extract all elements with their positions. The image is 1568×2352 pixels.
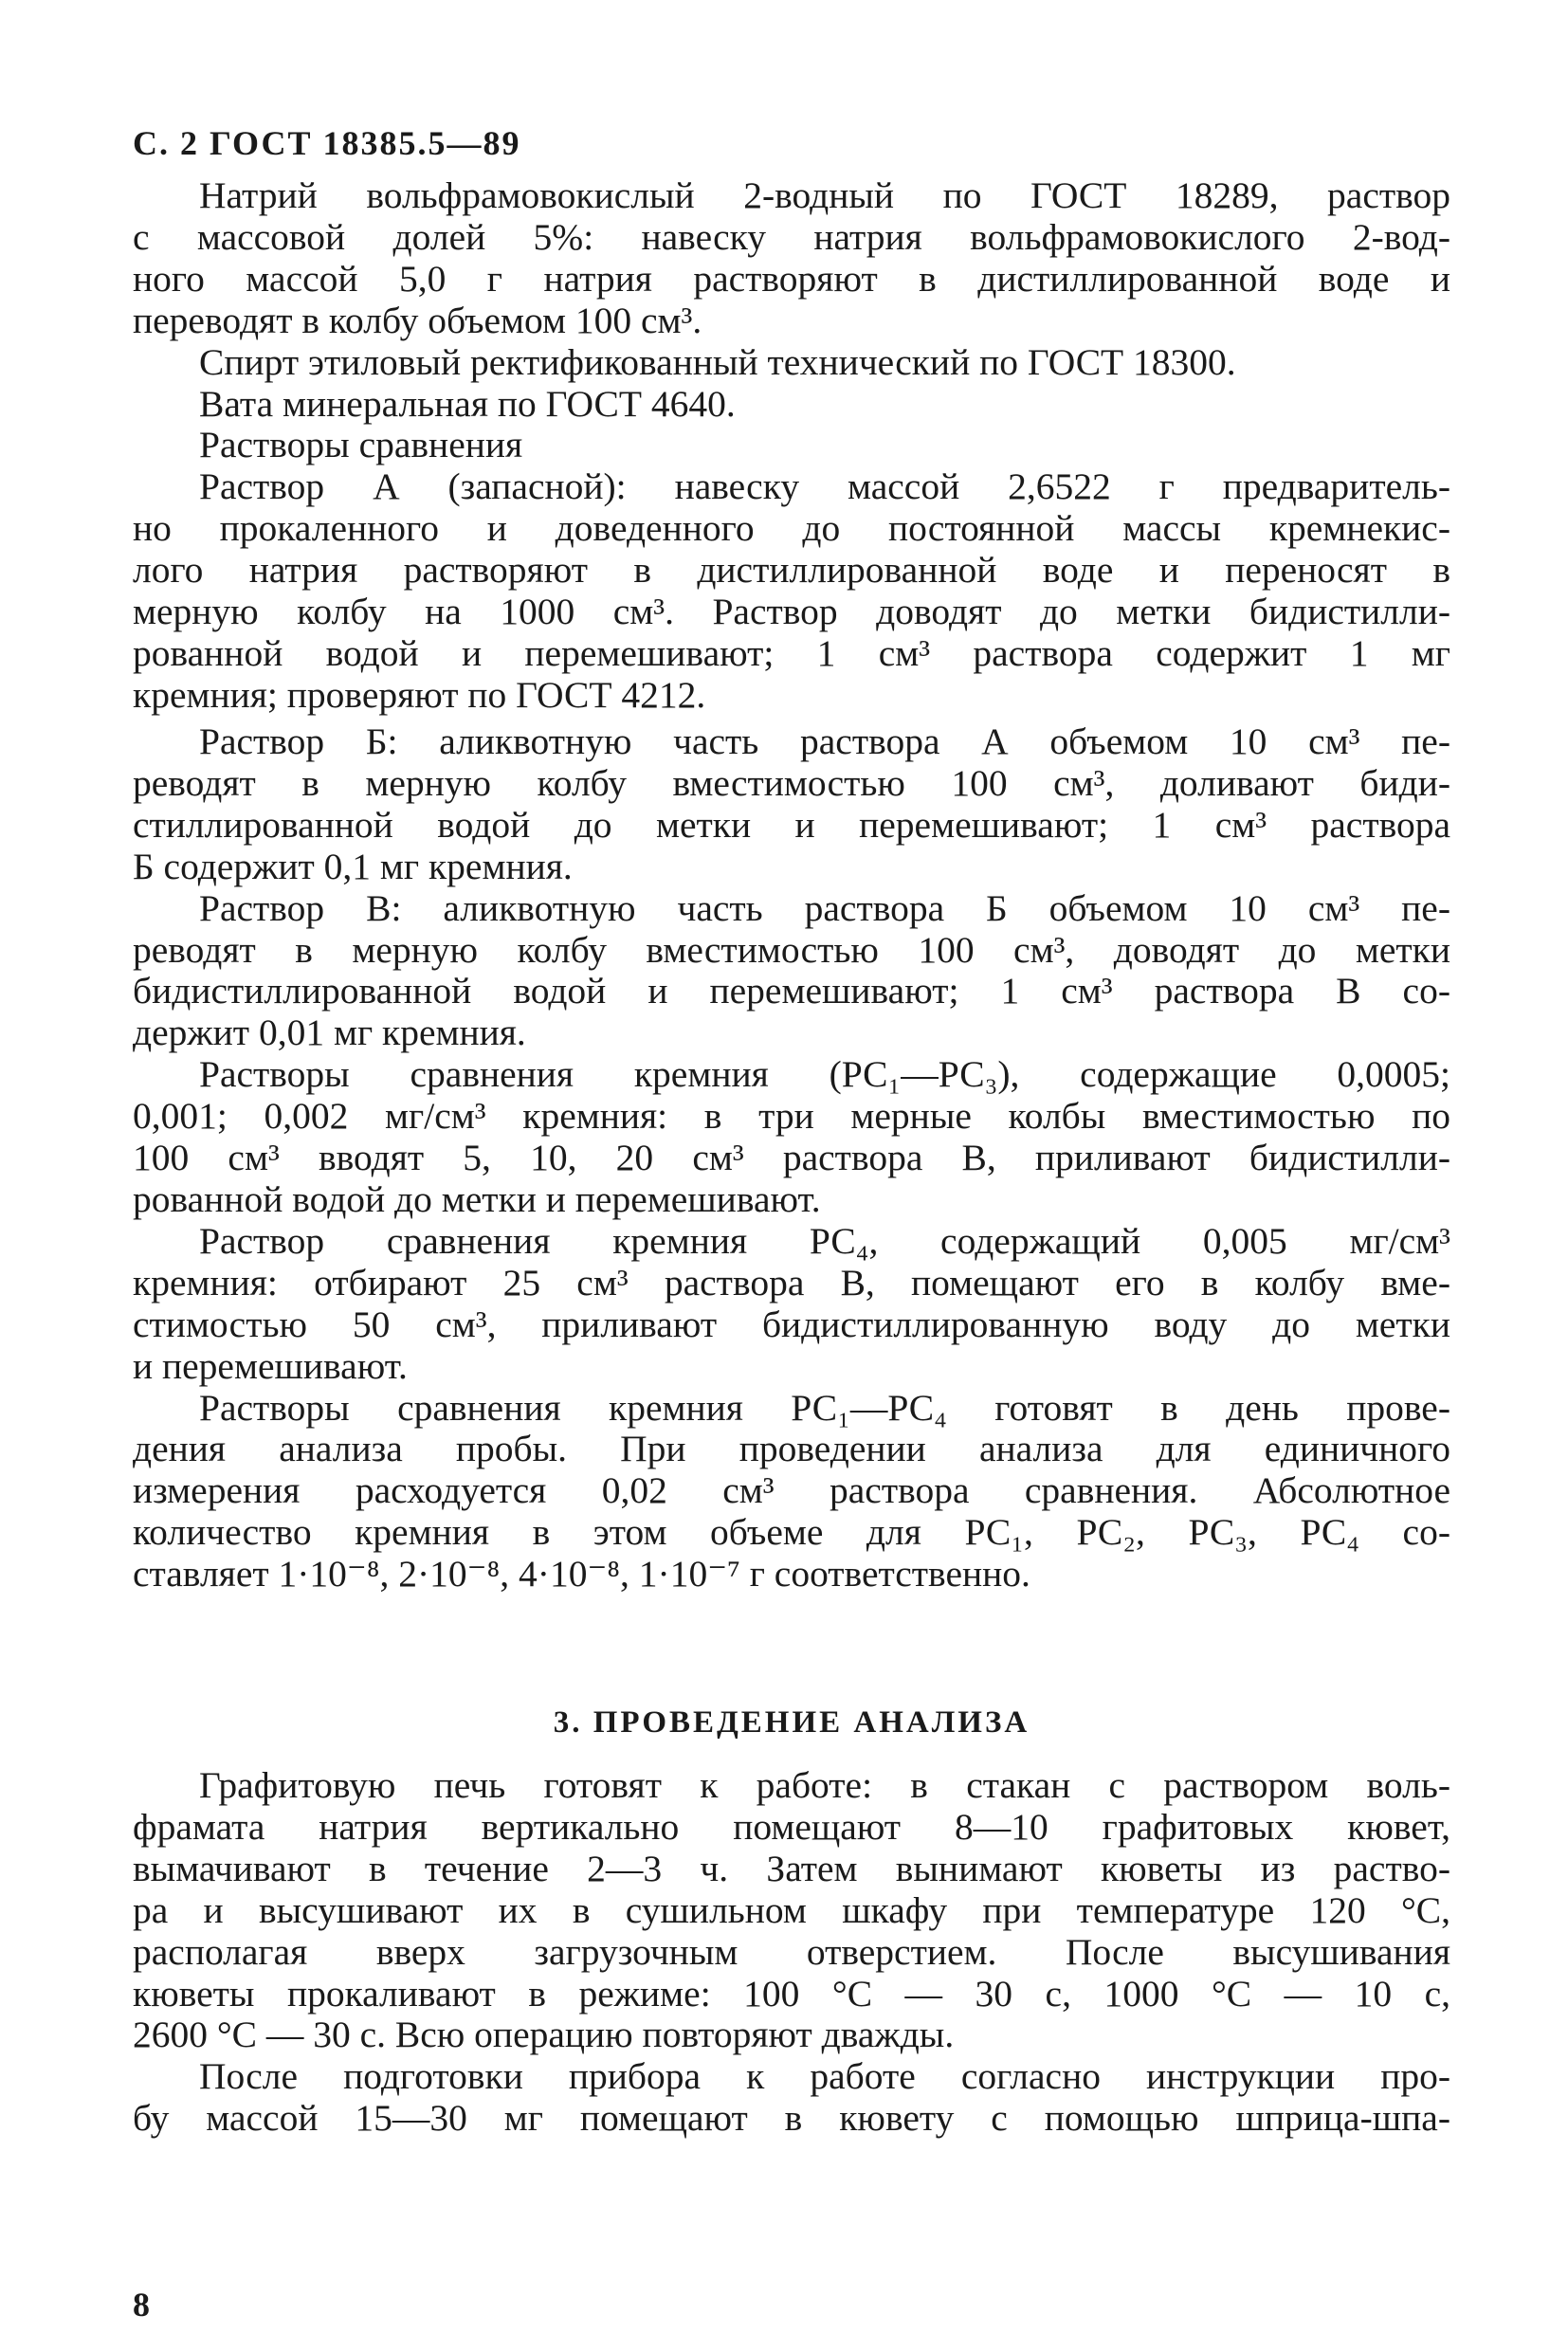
text-line: 2600 °С — 30 с. Всю операцию повторяют дважды. xyxy=(133,2014,955,2056)
text-line: 0,001; 0,002 мг/см³ кремния: в три мерные колбы вместимостью по xyxy=(133,1095,1450,1138)
text-block-comparison-solutions xyxy=(133,721,1450,1595)
text-line: располагая вверх загрузочным отверстием. После высушивания xyxy=(133,1930,1450,1973)
text-line: ного массой 5,0 г натрия растворяют в дистиллированной воде и xyxy=(133,257,1450,300)
text-line: реводят в мерную колбу вместимостью 100 см³, доводят до метки xyxy=(133,928,1450,971)
text-line: мерную колбу на 1000 см³. Раствор доводят до метки бидистилли- xyxy=(133,591,1450,633)
text-line: кюветы прокаливают в режиме: 100 °С — 30 с, 1000 °С — 10 с, xyxy=(133,1972,1450,2015)
text-line: рованной водой и перемешивают; 1 см³ раствора содержит 1 мг xyxy=(133,631,1450,674)
text-line: фрамата натрия вертикально помещают 8—10 графитовых кювет, xyxy=(133,1805,1450,1848)
text-line: Раствор Б: аликвотную часть раствора А объемом 10 см³ пе- xyxy=(199,720,1450,762)
text-line: Графитовую печь готовят к работе: в стакан с раствором воль- xyxy=(199,1764,1450,1806)
text-line: Вата минеральная по ГОСТ 4640. xyxy=(199,382,736,425)
text-line: рованной водой до метки и перемешивают. xyxy=(133,1177,821,1220)
text-line: Спирт этиловый ректификованный технический по ГОСТ 18300. xyxy=(199,340,1236,383)
text-line: бидистиллированной водой и перемешивают; 1 см³ раствора В со- xyxy=(133,970,1450,1012)
text-line: ра и высушивают их в сушильном шкафу при температуре 120 °С, xyxy=(133,1888,1450,1931)
text-line: Б содержит 0,1 мг кремния. xyxy=(133,845,573,887)
text-line: Натрий вольфрамовокислый 2-водный по ГОСТ 18289, раствор xyxy=(199,174,1450,216)
text-line: Растворы сравнения кремния РС₁—РС₄ готовят в день прове- xyxy=(199,1386,1450,1429)
page-number: 8 xyxy=(133,2286,150,2324)
text-line: но прокаленного и доведенного до постоянной массы кремнекис- xyxy=(133,507,1450,550)
text-line: лого натрия растворяют в дистиллированной воде и переносят в xyxy=(133,549,1450,592)
text-line: вымачивают в течение 2—3 ч. Затем вынимают кюветы из раство- xyxy=(133,1847,1450,1889)
text-line: стимостью 50 см³, приливают бидистиллированную воду до метки xyxy=(133,1303,1450,1345)
text-block-reagents xyxy=(133,175,1450,717)
text-line: кремния: отбирают 25 см³ раствора В, помещают его в колбу вме- xyxy=(133,1261,1450,1304)
text-line: реводят в мерную колбу вместимостью 100 см³, доливают биди- xyxy=(133,761,1450,804)
text-line: ставляет 1·10⁻⁸, 2·10⁻⁸, 4·10⁻⁸, 1·10⁻⁷ г соответственно. xyxy=(133,1553,1030,1595)
text-line: измерения расходуется 0,02 см³ раствора сравнения. Абсолютное xyxy=(133,1469,1450,1512)
text-line: бу массой 15—30 мг помещают в кювету с помощью шприца-шпа- xyxy=(133,2097,1450,2140)
text-line: После подготовки прибора к работе согласно инструкции про- xyxy=(199,2055,1450,2098)
text-block-analysis xyxy=(133,1765,1450,2140)
text-line: Растворы сравнения кремния (РС₁—РС₃), содержащие 0,0005; xyxy=(199,1053,1450,1096)
text-line: количество кремния в этом объеме для РС₁, РС₂, РС₃, РС₄ со- xyxy=(133,1511,1450,1554)
text-line: переводят в колбу объемом 100 см³. xyxy=(133,299,702,341)
text-line: Растворы сравнения xyxy=(199,424,523,466)
text-line: стиллированной водой до метки и перемешивают; 1 см³ раствора xyxy=(133,803,1450,846)
text-line: Раствор А (запасной): навеску массой 2,6522 г предваритель- xyxy=(199,465,1450,508)
text-line: Раствор В: аликвотную часть раствора Б объемом 10 см³ пе- xyxy=(199,886,1450,929)
text-line: дения анализа пробы. При проведении анализа для единичного xyxy=(133,1428,1450,1470)
text-line: 100 см³ вводят 5, 10, 20 см³ раствора В, приливают бидистилли- xyxy=(133,1137,1450,1179)
text-line: и перемешивают. xyxy=(133,1344,408,1387)
section-heading: 3. ПРОВЕДЕНИЕ АНАЛИЗА xyxy=(553,1705,1030,1740)
text-line: кремния; проверяют по ГОСТ 4212. xyxy=(133,673,706,716)
page-header: С. 2 ГОСТ 18385.5—89 xyxy=(133,124,521,162)
text-line: с массовой долей 5%: навеску натрия вольфрамовокислого 2-вод- xyxy=(133,215,1450,258)
text-line: держит 0,01 мг кремния. xyxy=(133,1012,526,1054)
text-line: Раствор сравнения кремния РС₄, содержащий 0,005 мг/см³ xyxy=(199,1219,1450,1262)
